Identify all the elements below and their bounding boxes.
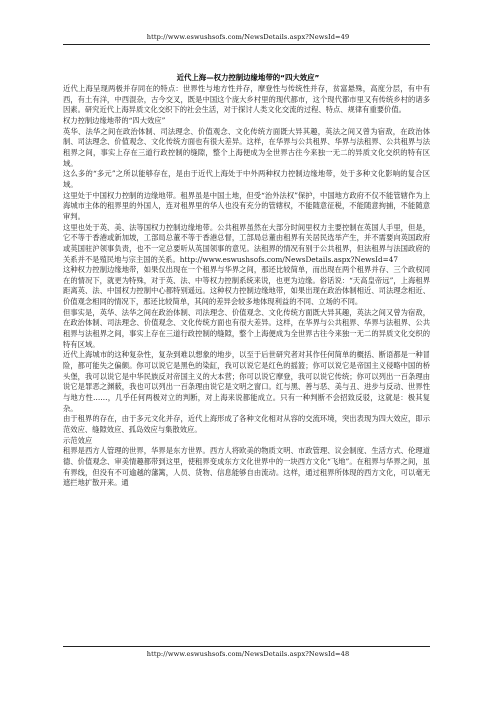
paragraph: 租界是西方人管理的世界，华界是东方世界。西方人将欧美的物质文明、市政管理、议会制度、生活方式、伦理道德、价值观念、审美情趣都带到这里，使租界变成东方文化世界中的一块西方文化“飞地”。在租界与华界之间，虽有界线，但没有不可逾越的藩篱，人员、货物、信息能够自由流动。这样，通过租界所体现的西方文化，可以毫无遮拦地扩散开来。通	[63, 446, 430, 488]
paragraph: 这里处于中国权力控制的边缘地带。租界虽是中国土地，但受“治外法权”保护，中国地方政府不仅不能管辖作为上海城市主体的租界里的外国人，连对租界里的华人也没有充分的管辖权，不能随意征税，不能随意拘捕，不能随意审判。	[63, 190, 430, 221]
article-body	[63, 84, 430, 642]
paragraph-intro: 近代上海呈现两极并存同在的特点：世界性与地方性并存，摩登性与传统性并存，贫富悬殊，高度分层，有中有西，有土有洋，中西混杂，古今交叉，既是中国这个庞大乡村里的现代都市，这个现代都市里又有传统乡村的诸多因素。研究近代上海异质文化交织下的社会生活，对于探讨人类文化交流的过程、特点、规律有重要价值。	[63, 84, 430, 115]
paragraph: 但事实是，英华、法华之间在政治体制、司法理念、价值观念、文化传统方面既大异其趣，英法之间又曾为宿敌，在政治体制、司法理念、价值观念、文化传统方面也有很大差异。这样，在华界与公共租界、华界与法租界、公共租界与法租界之间，事实上存在三道行政控制的缝隙，整个上海便成为全世界古往今来独一无二的异质文化交织的特有区域。	[63, 307, 430, 349]
paragraph: 由于租界的存在，由于多元文化并存，近代上海形成了各种文化相对从容的交流环境，突出表现为四大效应，即示范效应、缝隙效应、孤岛效应与集散效应。	[63, 414, 430, 434]
article-title: 近代上海—权力控制边缘地带的“四大效应”	[176, 73, 320, 82]
header-divider	[63, 44, 430, 45]
footer-divider	[63, 646, 430, 647]
paragraph: 近代上海城市的这种复杂性，复杂到难以想象的地步，以至于后世研究者对其作任何简单的概括、断语都是一种冒险，都可能失之偏颇。你可以说它是黑色的染缸，我可以说它是红色的摇篮；你可以说它是帝国主义侵略中国的桥头堡，我可以说它是中华民族反对帝国主义的大本营；你可以说它摩登，我可以说它传统；你可以列出一百条理由说它是罪恶之渊薮，我也可以列出一百条理由说它是文明之窗口。红与黑、善与恶、美与丑、进步与反动、世界性与地方性……，几乎任何两极对立的判断，对上海来说都能成立。只有一种判断不会招致反驳，这就是：极其复杂。	[63, 350, 430, 413]
paragraph: 这种权力控制边缘地带，如果仅出现在一个租界与华界之间，那还比较简单，而出现在两个租界并存、三个政权同在的情况下，就更为特殊，对于英、法、中等权力控制系统来说，也更为边缘。俗话说：“天高皇帝远”，上海租界距离英、法、中国权力控制中心都特别遥远。这种权力控制边缘地带，如果出现在政治体制相近、司法理念相近、价值观念相同的情况下，那还比较简单，其间的差异会较多地体现利益的不同、立场的不同。	[63, 265, 430, 307]
footer-url[interactable]: http://www.eswushsofs.com/NewsDetails.aspx?NewsId=48	[146, 650, 350, 658]
section-heading-demonstration-effect: 示范效应	[63, 435, 93, 445]
paragraph: 这里也处于英、美、法等国权力控制边缘地带。公共租界虽然在大部分时间里权力主要控制在英国人手里，但是，它不等于香港或新加坡，工部局总董不等于香港总督，工部局总董由租界有关居民选举产生，并不需要向英国政府或英国驻沪领事负责，也不一定总要听从英国领事的意见。法租界的情况有别于公共租界，但法租界与法国政府的关系并不是殖民地与宗主国的关系。http://www.eswushsofs.com/NewsDetails.aspx?NewsId=47	[63, 222, 430, 264]
section-heading-four-effects: 权力控制边缘地带的“四大效应”	[63, 115, 166, 125]
header-url[interactable]: http://www.eswushsofs.com/NewsDetails.aspx?NewsId=49	[146, 33, 350, 41]
paragraph: 英华、法华之间在政治体制、司法理念、价值观念、文化传统方面既大异其趣，英法之间又曾为宿敌，在政治体制、司法理念、价值观念、文化传统方面也有很大差异。这样，在华界与公共租界、华界与法租界、公共租界与法租界之间，事实上存在三道行政控制的缝隙，整个上海便成为全世界古往今来独一无二的异质文化交织的特有区域。	[63, 126, 430, 168]
paragraph: 这么多的“多元”之所以能够存在，是由于近代上海处于中外两种权力控制边缘地带，处于多种文化影响的复合区域。	[63, 169, 430, 189]
